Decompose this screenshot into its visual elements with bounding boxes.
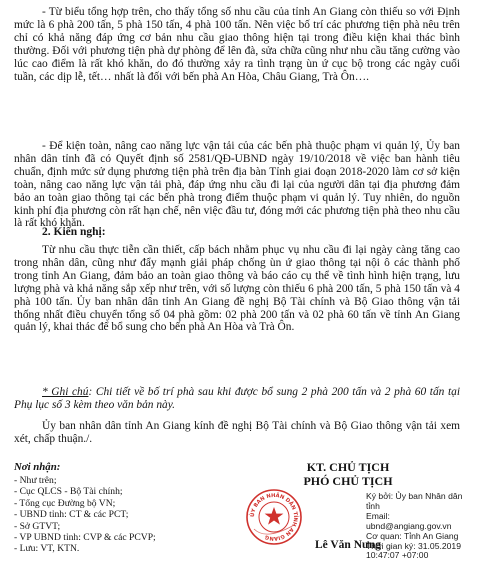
recipient-item: - VP UBND tỉnh: CVP & các PCVP; [14, 532, 156, 544]
signature-title [288, 460, 408, 488]
recipient-item: - Sở GTVT; [14, 520, 61, 532]
recipient-item: - Như trên; [14, 475, 57, 486]
digital-signature-line: tỉnh [366, 500, 380, 511]
digital-signature-line: Thời gian ký: 31.05.2019 [366, 540, 461, 551]
signer-name: Lê Văn Nưng [314, 539, 382, 551]
digital-signature-line: Ký bởi: Ủy ban Nhân dân [366, 491, 463, 501]
signature-title-line1: KT. CHỦ TỊCH [306, 460, 390, 474]
digital-signature-line: Cơ quan: Tỉnh An Giang [366, 530, 459, 541]
paragraph-decision-2581: - Để kiện toàn, nâng cao năng lực vận tải của các bến phà thuộc phạm vi quản lý, Ủy ban nhân dân tỉnh đã có Quyết định số 2581/QĐ-UBND ngày 19/10/2018 về việc ban hành tiêu chuẩn, định mức sử dụng phương tiện phà trên địa bàn Tỉnh giai đoạn 2018-2020 làm cơ sở kiện toàn, nâng cao năng lực vận tải phà, đáp ứng nhu cầu đi lại của người dân tại địa phương đảm bảo an toàn giao thông tại các bến phà trong điểm thuộc phạm vi quản lý. Tuy nhiên, do nguồn kinh phí địa phương còn rất hạn chế, nên việc đầu tư, đóng mới các phương tiện phà theo nhu cầu là rất khó khăn. [14, 140, 460, 230]
recipient-item: - Cục QLCS - Bộ Tài chính; [14, 486, 123, 498]
recipient-item: - UBND tỉnh: CT & các PCT; [14, 509, 129, 521]
recipients-title: Nơi nhận: [14, 461, 61, 473]
note-paragraph [14, 386, 460, 412]
paragraph-closing-request: Ủy ban nhân dân tỉnh An Giang kính đề nghị Bộ Tài chính và Bộ Giao thông vận tải xem xét, chấp thuận./. [14, 420, 460, 445]
paragraph-fleet-shortage: - Từ biểu tổng hợp trên, cho thấy tổng số nhu cầu của tỉnh An Giang còn thiếu so với Định mức là 6 phà 200 tấn, 5 phà 150 tấn, 4 phà 100 tấn. Nên việc bố trí các phương tiện phà nêu trên chỉ có khả năng đáp ứng cơ bản nhu cầu giao thông hiện tại trong điều kiện khai thác bình thường. Đối với phương tiện phà dự phòng để lên đà, sửa chữa cũng như nhu cầu tăng cường vào lúc cao điểm là rất khó khăn, do đó thường xảy ra tình trạng ùn ứ cục bộ trong các ngày cuối tuần, các dịp lễ, tết… nhất là đối với bến phà An Hòa, Châu Giang, Trà Ôn…. [14, 6, 460, 83]
signature-title-line2: PHÓ CHỦ TỊCH [303, 474, 393, 488]
recipient-item: - Lưu: VT, KTN. [14, 543, 80, 555]
digital-signature-line: Email: [366, 510, 390, 521]
recipients-list [14, 475, 156, 555]
digital-signature-line: 10:47:07 +07:00 [366, 550, 429, 561]
official-seal-icon [246, 489, 302, 545]
seal-text: ỦY BAN NHÂN DÂN TỈNH AN GIANG [249, 492, 299, 542]
digital-signature-line: ubnd@angiang.gov.vn [366, 520, 452, 531]
paragraph-recommendation: Từ nhu cầu thực tiễn cần thiết, cấp bách nhằm phục vụ nhu cầu đi lại ngày càng tăng cao trong nhân dân, cũng như đẩy mạnh giải pháp chống ùn ứ giao thông tại nội ô các thành phố trong tỉnh An Giang, đảm bảo an toàn giao thông và báo cáo cụ thể về tình hình hiện trạng, lưu lượng phà và khả năng sắp xếp như trên, với số lượng còn thiếu 6 phà 200 tấn, 5 phà 150 tấn và 4 phà 100 tấn. Ủy ban nhân dân tỉnh An Giang đề nghị Bộ Tài chính và Bộ Giao thông vận tải thống nhất điều chuyển tổng số 04 phà gồm: 02 phà 200 tấn và 02 phà 60 tấn về tỉnh An Giang quản lý, khai thác để bổ sung cho bến phà An Hòa và Trà Ôn. [14, 244, 460, 334]
note-label: * Ghi chú [42, 386, 89, 398]
note-text: : Chi tiết về bố trí phà sau khi được bổ sung 2 phà 200 tấn và 2 phà 60 tấn tại Phụ lục số 3 kèm theo văn bản này. [14, 386, 460, 411]
recipient-item: - Tổng cục Đường bộ VN; [14, 497, 116, 509]
section-heading-recommendation: 2. Kiến nghị: [42, 226, 106, 238]
